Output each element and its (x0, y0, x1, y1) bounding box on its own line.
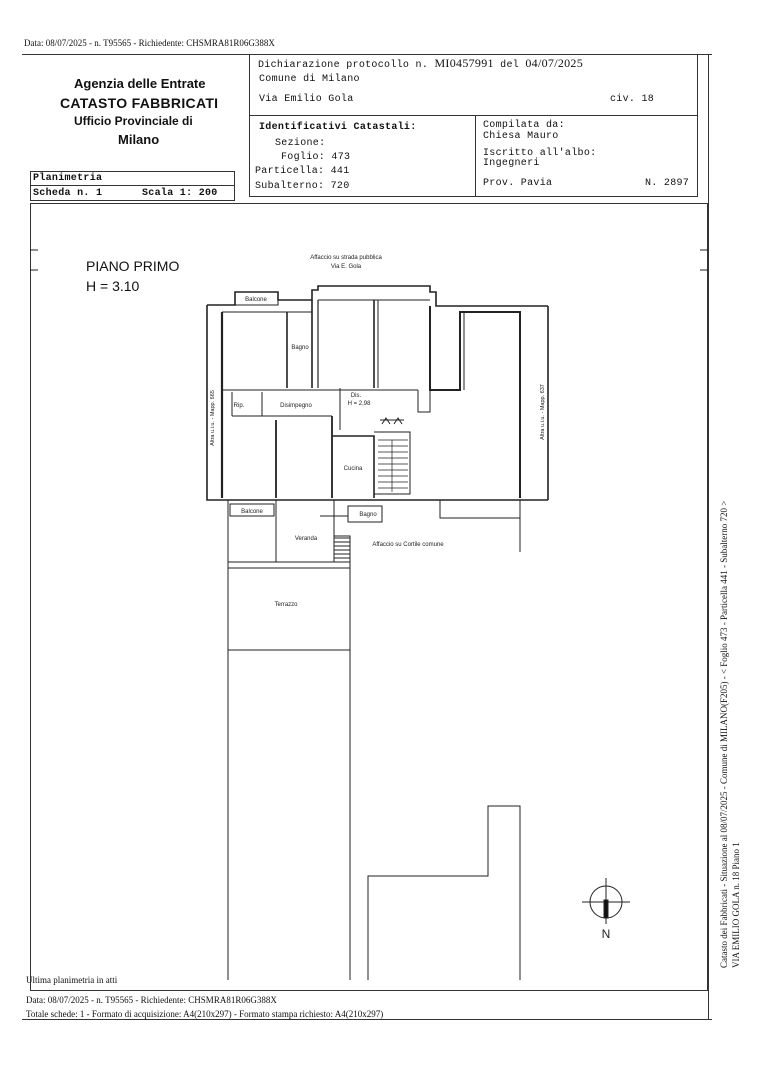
ufficio-city: Milano (118, 132, 160, 147)
balcone-top: Balcone (245, 297, 267, 303)
cucina-label: Cucina (343, 466, 363, 472)
ufficio-label: Ufficio Provinciale di (74, 114, 193, 128)
dis-h-label: H = 2,98 (347, 401, 371, 407)
top-affaccio-1: Affaccio su strada pubblica (310, 255, 382, 261)
side-cadastral-text: Catasto dei Fabbricati - Situazione al 08/07/2025 - Comune di MILANO(F205) - < Foglio 473 - Particella 441 - Subalterno 720 > (719, 500, 729, 968)
compiler-name: Chiesa Mauro (483, 131, 559, 142)
declaration-del: del (500, 60, 520, 71)
civic-number: civ. 18 (610, 94, 655, 105)
declaration-date: 04/07/2025 (525, 56, 584, 70)
rip-label: Rip. (233, 403, 245, 409)
particella-label: Particella: 441 (255, 166, 350, 177)
albo-value: Ingegneri (483, 158, 540, 169)
veranda-label: Veranda (294, 536, 318, 542)
agency-name: Agenzia delle Entrate (74, 76, 206, 91)
ultima-planimetria: Ultima planimetria in atti (26, 975, 118, 985)
north-arrow (582, 878, 630, 924)
affaccio-cortile: Affaccio su Cortile comune (372, 542, 444, 548)
catasto-title: CATASTO FABBRICATI (60, 95, 219, 111)
declaration-protocol: MI0457991 (434, 56, 494, 70)
foglio-label: Foglio: 473 (281, 152, 351, 163)
north-label: N (601, 927, 611, 941)
top-affaccio-2: Via E. Gola (330, 264, 362, 270)
declaration-prefix: Dichiarazione protocollo n. (258, 60, 429, 71)
identifiers-title: Identificativi Catastali: (259, 122, 417, 133)
subalterno-label: Subalterno: 720 (255, 181, 350, 192)
sezione-label: Sezione: (275, 138, 326, 149)
scheda-label: Scheda n. 1 (33, 188, 103, 199)
compiler-label: Compilata da: (483, 120, 565, 131)
floor-height: H = 3.10 (86, 278, 140, 294)
top-requester-line: Data: 08/07/2025 - n. T95565 - Richiedente: CHSMRA81R06G388X (24, 38, 275, 48)
disimpegno-label: Disimpegno (280, 403, 312, 409)
albo-label: Iscritto all'albo: (483, 148, 597, 159)
right-side-label: Altra u.i.u. - Mapp. 637 (540, 384, 546, 440)
province-label: Prov. Pavia (483, 178, 553, 189)
bagno-2: Bagno (359, 512, 377, 518)
left-side-label: Altra u.i.u. - Mapp. 665 (210, 390, 216, 446)
floor-title: PIANO PRIMO (86, 258, 180, 274)
dis-label: Dis. (350, 393, 362, 399)
registration-number: N. 2897 (645, 178, 690, 189)
bagno-1: Bagno (291, 345, 309, 351)
scala-label: Scala 1: 200 (142, 188, 218, 199)
comune-label: Comune di Milano (259, 74, 360, 85)
address-label: Via Emilio Gola (259, 94, 354, 105)
footer-requester-line: Data: 08/07/2025 - n. T95565 - Richiedente: CHSMRA81R06G388X (26, 995, 277, 1005)
terrazzo-label: Terrazzo (274, 602, 298, 608)
balcone-bottom: Balcone (241, 509, 263, 515)
planimetria-label: Planimetria (33, 173, 103, 184)
footer-format-line: Totale schede: 1 - Formato di acquisizione: A4(210x297) - Formato stampa richiesto: A4(210x297) (26, 1009, 384, 1019)
side-address-text: VIA EMILIO GOLA n. 18 Piano 1 (731, 842, 741, 968)
